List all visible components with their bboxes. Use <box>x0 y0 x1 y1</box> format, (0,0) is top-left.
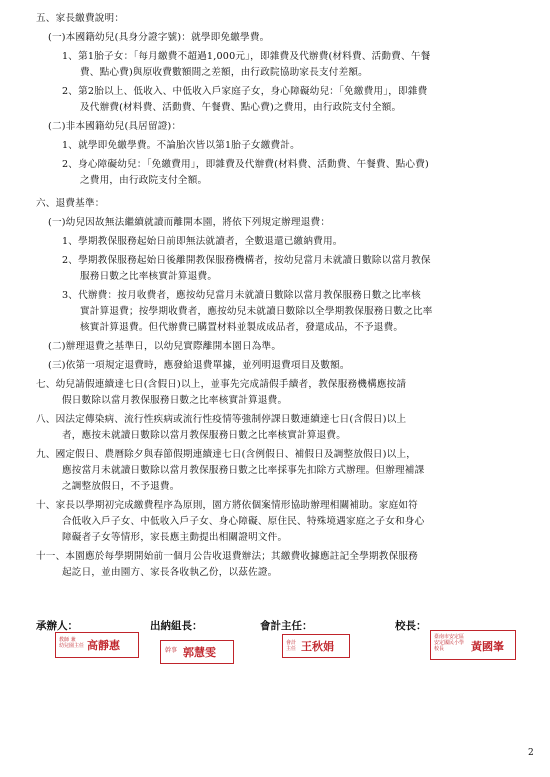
principal-label: 校長： <box>395 620 427 632</box>
text-line: 1、學期教保服務起始日前即無法就讀者，全數退還已繳納費用。 <box>62 236 343 247</box>
principal-seal: 臺南市安定區 安定國民小學 校長 黃國峯 <box>430 630 516 660</box>
text-line: 應按當月未就讀日數除以當月教保服務日數之比率採事先扣除方式辦理。但辦理補課 <box>62 465 425 476</box>
accountant-seal: 會計 主任 王秋娟 <box>282 634 350 658</box>
handler-label: 承辦人： <box>36 620 78 632</box>
text-line: 者，應按未就讀日數除以當月教保服務日數之比率核實計算退費。 <box>62 430 347 441</box>
text-line: 起訖日，並由園方、家長各收執乙份，以茲佐證。 <box>62 567 278 578</box>
text-line: 2、學期教保服務起始日後離開教保服務機構者，按幼兒當月未就讀日數除以當月教保 <box>62 255 431 266</box>
text-line: 十、家長以學期初完成繳費程序為原則，園方將依個案情形協助辦理相關補助。家庭如符 <box>36 500 418 511</box>
text-line: (二)辦理退費之基準日，以幼兒實際離開本園日為準。 <box>48 341 282 352</box>
text-line: 九、國定假日、農曆除夕與春節假期連續達七日(含例假日、補假日及調整放假日)以上， <box>36 449 417 460</box>
text-line: 核實計算退費。但代辦費已購置材料並製成成品者，發還成品，不予退費。 <box>80 322 404 333</box>
handler-seal: 教師 兼 幼兒園主任 高靜惠 <box>55 632 139 658</box>
cashier-seal-name: 郭慧雯 <box>183 646 216 659</box>
cashier-label: 出納組長： <box>150 620 203 632</box>
text-line: 3、代辦費：按月收費者，應按幼兒當月未就讀日數除以當月教保服務日數之比率核 <box>62 290 421 301</box>
text-line: 2、身心障礙幼兒：「免繳費用」，即雜費及代辦費(材料費、活動費、午餐費、點心費) <box>62 159 429 170</box>
text-line: 之費用，由行政院支付全額。 <box>80 175 208 186</box>
text-line: 1、就學即免繳學費。不論胎次皆以第1胎子女繳費計。 <box>62 140 300 151</box>
text-line: 六、退費基準： <box>36 198 105 209</box>
text-line: (一)幼兒因故無法繼續就讀而離開本園，將依下列規定辦理退費： <box>48 217 331 228</box>
signature-row <box>0 618 550 688</box>
accountant-seal-name: 王秋娟 <box>301 640 334 653</box>
text-line: 費、點心費)與原收費數額間之差額，由行政院協助家長支付差額。 <box>80 67 368 78</box>
handler-seal-name: 高靜惠 <box>87 639 120 652</box>
text-line: 及代辦費(材料費、活動費、午餐費、點心費)之費用，由行政院支付全額。 <box>80 102 402 113</box>
text-line: 八、因法定傳染病、流行性疾病或流行性疫情等強制停課日數連續達七日(含假日)以上 <box>36 414 407 425</box>
accountant-label: 會計主任： <box>260 620 313 632</box>
text-line: 七、幼兒請假連續達七日(含假日)以上，並事先完成請假手續者，教保服務機構應按請 <box>36 379 407 390</box>
text-line: 實計算退費；按學期收費者，應按幼兒未就讀日數除以全學期教保服務日數之比率 <box>80 306 433 317</box>
cashier-seal: 幹事 郭慧雯 <box>160 640 234 664</box>
text-line: 2、第2胎以上、低收入、中低收入戶家庭子女，身心障礙幼兒：「免繳費用」，即雜費 <box>62 86 428 97</box>
text-line: (三)依第一項規定退費時，應發給退費單據，並列明退費項目及數額。 <box>48 360 350 371</box>
text-line: 之調整放假日，不予退費。 <box>62 481 180 492</box>
text-line: 服務日數之比率核實計算退費。 <box>80 271 218 282</box>
text-line: 1、第1胎子女：「每月繳費不超過1,000元」，即雜費及代辦費(材料費、活動費、午餐 <box>62 51 431 62</box>
page-number: 2 <box>528 748 534 758</box>
text-line: (二)非本國籍幼兒(具居留證)： <box>48 121 182 132</box>
text-line: 障礙者子女等情形，家長應主動提出相關證明文件。 <box>62 532 288 543</box>
text-line: 十一、本園應於每學期開始前一個月公告收退費辦法；其繳費收據應註記全學期教保服務 <box>36 551 418 562</box>
text-line: 合低收入戶子女、中低收入戶子女、身心障礙、原住民、特殊境遇家庭之子女和身心 <box>62 516 425 527</box>
text-line: (一)本國籍幼兒(具身分證字號)：就學即免繳學費。 <box>48 32 270 43</box>
principal-seal-name: 黃國峯 <box>471 640 504 653</box>
text-line: 五、家長繳費說明： <box>36 13 125 24</box>
text-line: 假日數除以當月教保服務日數之比率核實計算退費。 <box>62 395 288 406</box>
